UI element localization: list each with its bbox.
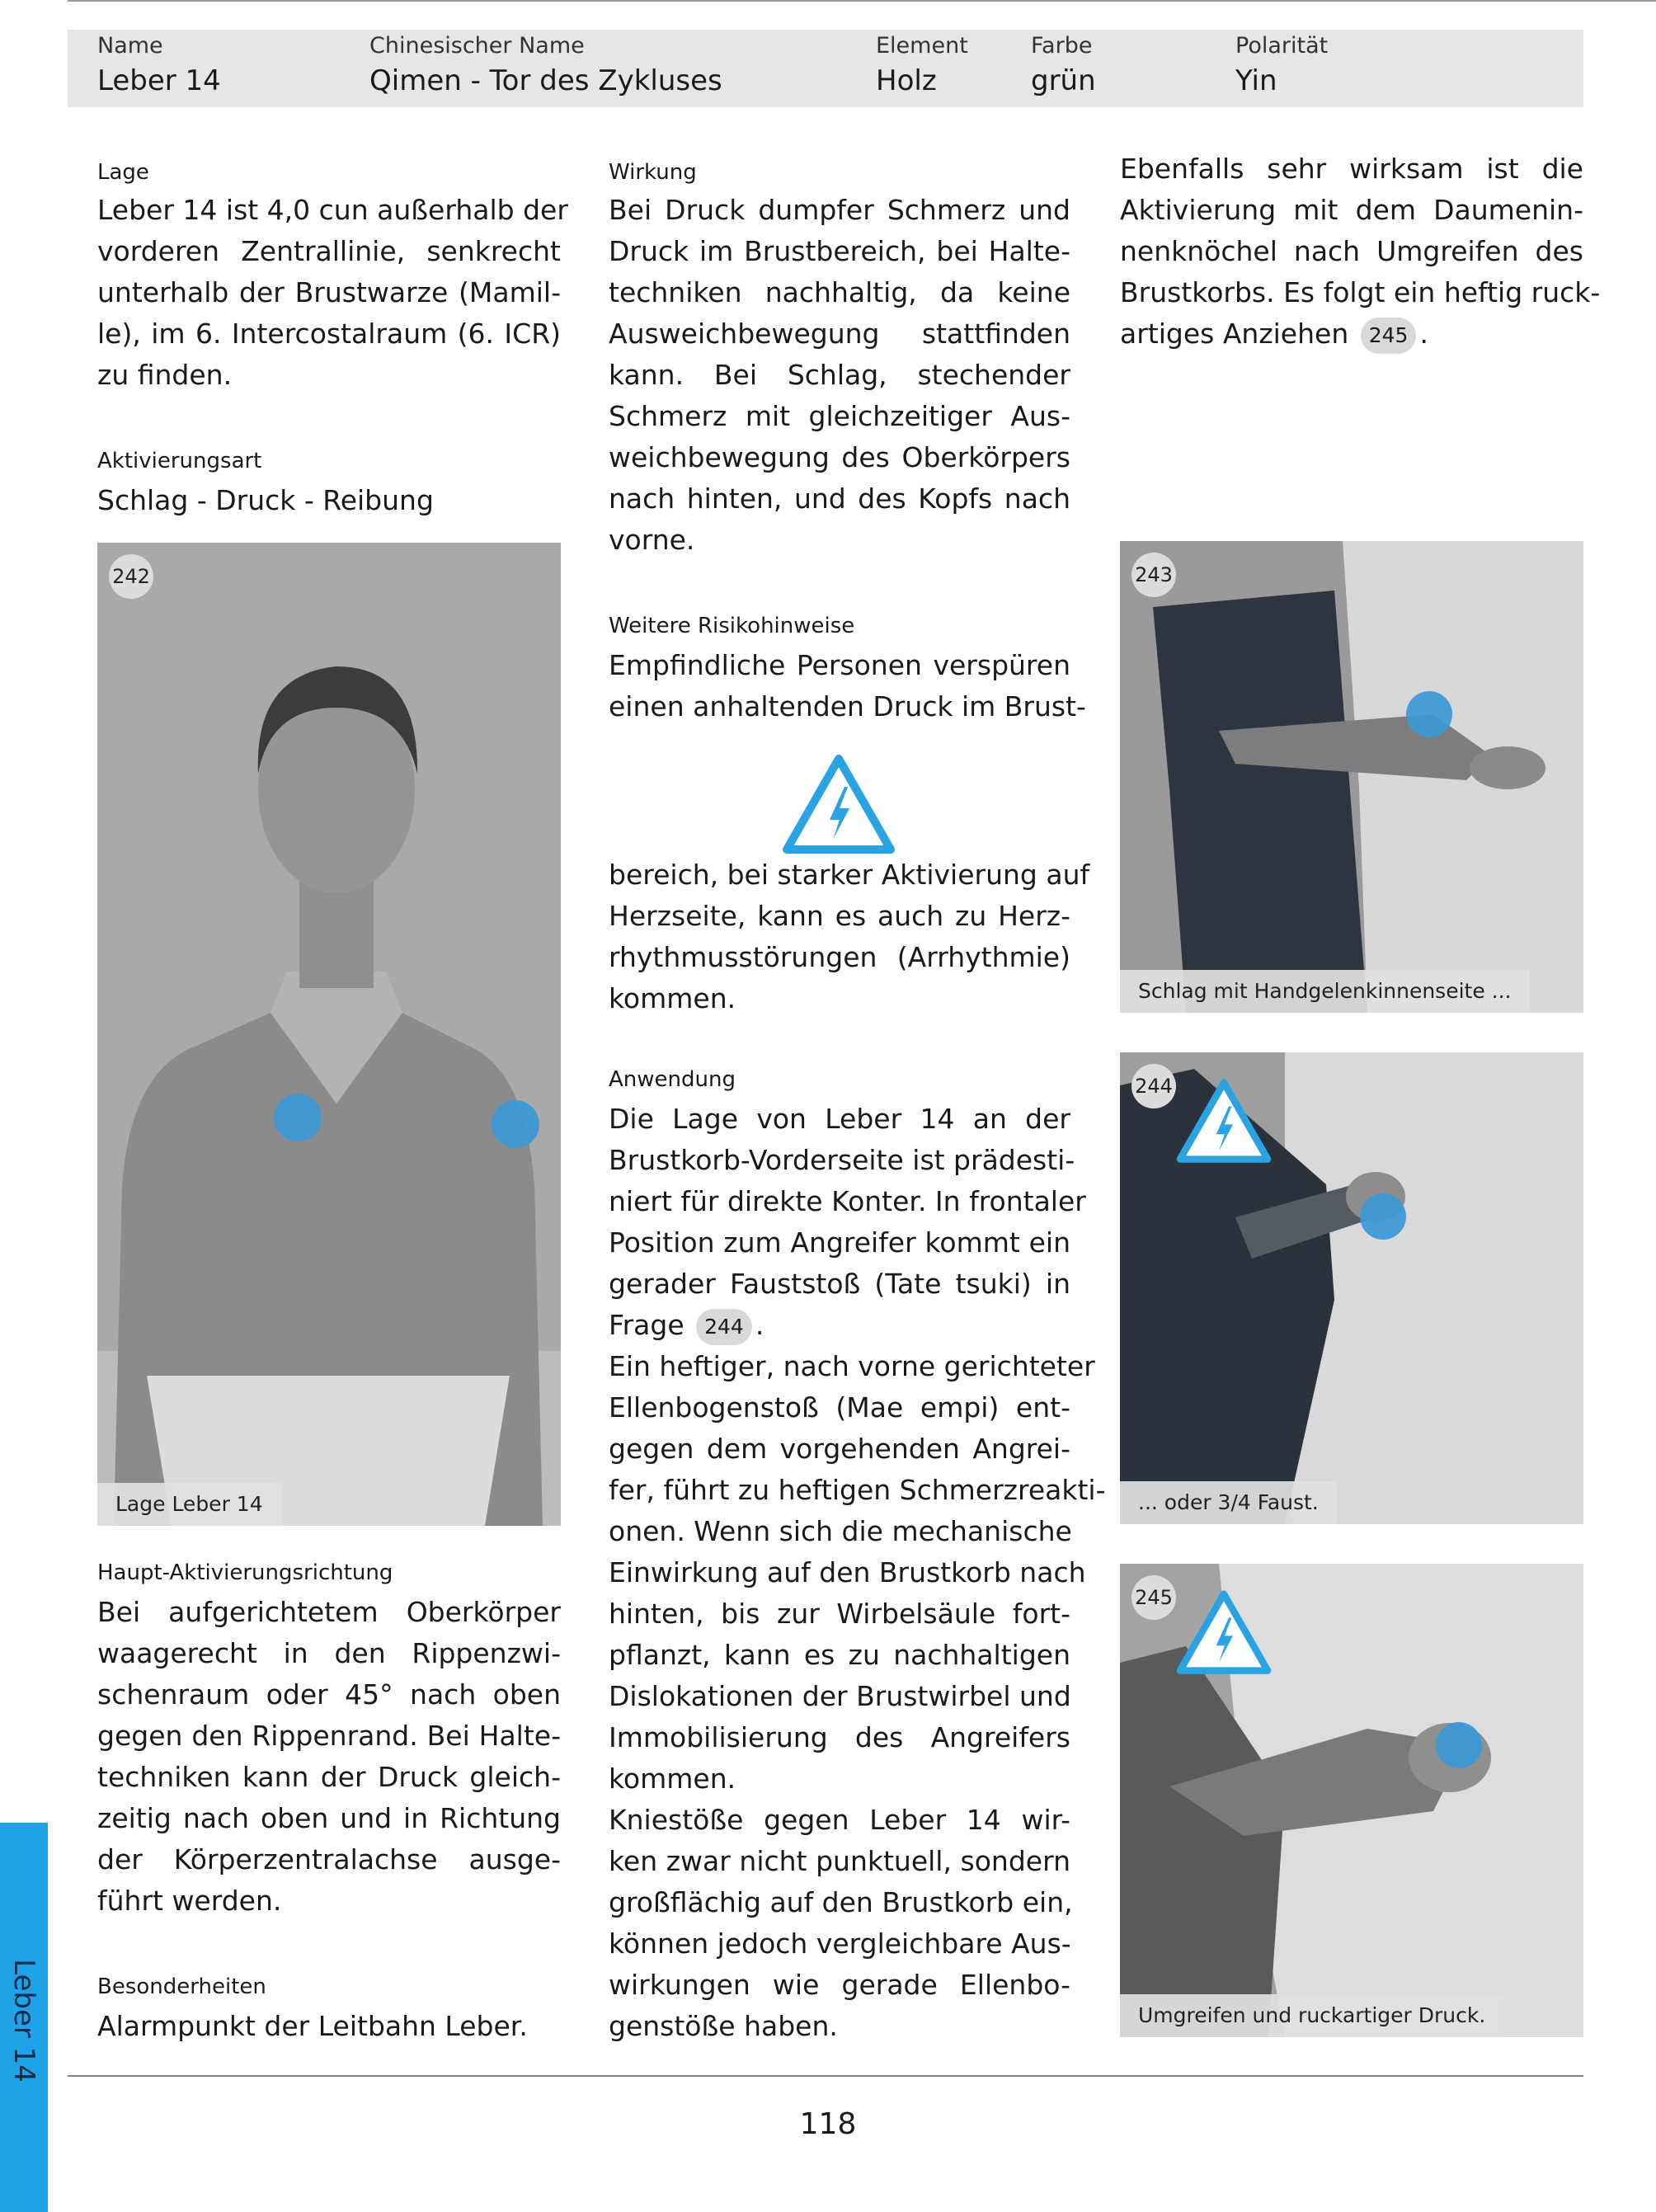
text-line: Einwirkung auf den Brustkorb nach bbox=[609, 1556, 1086, 1588]
text-line: gegen den Rippenrand. Bei Halte- bbox=[97, 1720, 561, 1752]
text-line: weichbewegung des Oberkörpers bbox=[609, 441, 1070, 473]
text-line: vorne. bbox=[609, 524, 695, 556]
text-line: nenknöchel nach Umgreifen des bbox=[1120, 235, 1583, 267]
text-line: nach hinten, und des Kopfs nach bbox=[609, 482, 1070, 515]
text-line: Brustkorbs. Es folgt ein heftig ruck- bbox=[1120, 276, 1601, 308]
risiko-text-top bbox=[609, 645, 1086, 727]
color-value: grün bbox=[1031, 64, 1096, 97]
text-line: vorderen Zentrallinie, senkrecht bbox=[97, 235, 561, 267]
text-line: zu finden. bbox=[97, 359, 233, 391]
text-line: kommen. bbox=[609, 1763, 736, 1795]
person-front-illustration bbox=[97, 543, 561, 1526]
text-line: bereich, bei starker Aktivierung auf bbox=[609, 859, 1090, 891]
text-line: niert für direkte Konter. In frontaler bbox=[609, 1185, 1086, 1217]
aktivierungsart-label: Aktivierungsart bbox=[97, 449, 262, 473]
photo-242-front-view bbox=[97, 543, 561, 1526]
text-line: Immobilisierung des Angreifers bbox=[609, 1721, 1070, 1753]
element-label: Element bbox=[876, 33, 968, 59]
text-line: einen anhaltenden Druck im Brust- bbox=[609, 690, 1086, 722]
wirkung-label: Wirkung bbox=[609, 160, 697, 185]
high-voltage-warning-icon bbox=[1174, 1077, 1273, 1166]
text-line: Herzseite, kann es auch zu Herz- bbox=[609, 900, 1070, 932]
figure-number-badge: 245 bbox=[1131, 1575, 1176, 1620]
text-line: kommen. bbox=[609, 982, 736, 1014]
text-line: le), im 6. Intercostalraum (6. ICR) bbox=[97, 318, 561, 350]
anwendung-label: Anwendung bbox=[609, 1067, 736, 1092]
lage-label: Lage bbox=[97, 160, 149, 185]
acupoint-marker-right bbox=[274, 1094, 322, 1141]
lage-text bbox=[97, 190, 568, 396]
text-line: Aktivierung mit dem Daumenin- bbox=[1120, 194, 1583, 226]
text-line: unterhalb der Brustwarze (Mamil- bbox=[97, 276, 561, 308]
text-line: Empfindliche Personen verspüren bbox=[609, 649, 1070, 681]
text-line: Ebenfalls sehr wirksam ist die bbox=[1120, 153, 1583, 185]
text-line: ken zwar nicht punktuell, sondern bbox=[609, 1845, 1070, 1877]
text-line: wirkungen wie gerade Ellenbo- bbox=[609, 1969, 1070, 2001]
text-line: können jedoch vergleichbare Aus- bbox=[609, 1927, 1071, 1960]
text-line: pflanzt, kann es zu nachhaltigen bbox=[609, 1639, 1070, 1671]
besonderheiten-text bbox=[97, 2006, 561, 2047]
text-line: Brustkorb-Vorderseite ist prädesti- bbox=[609, 1144, 1075, 1176]
text-line: techniken nachhaltig, da keine bbox=[609, 276, 1070, 308]
figure-reference-245[interactable]: 245 bbox=[1361, 318, 1417, 354]
richtung-text bbox=[97, 1592, 561, 1922]
high-voltage-warning-icon bbox=[1174, 1588, 1273, 1678]
text-line: gegen dem vorgehenden Angrei- bbox=[609, 1433, 1070, 1465]
top-rule bbox=[68, 0, 1656, 2]
text-line: hinten, bis zur Wirbelsäule fort- bbox=[609, 1598, 1070, 1630]
anwendung-text bbox=[609, 1099, 1106, 2047]
text-line: zeitig nach oben und in Richtung bbox=[97, 1802, 561, 1834]
text-line: fer, führt zu heftigen Schmerzreakti- bbox=[609, 1474, 1106, 1506]
text-line: Bei aufgerichtetem Oberkörper bbox=[97, 1596, 561, 1628]
text-line: gerader Fauststoß (Tate tsuki) in bbox=[609, 1268, 1070, 1300]
text-line: Leber 14 ist 4,0 cun außerhalb der bbox=[97, 194, 568, 226]
name-value: Leber 14 bbox=[97, 64, 221, 97]
polarity-value: Yin bbox=[1235, 64, 1277, 97]
point-info-header bbox=[68, 30, 1583, 107]
figure-caption: Lage Leber 14 bbox=[97, 1483, 281, 1526]
photo-243-wrist-strike bbox=[1120, 541, 1583, 1013]
text-line-with-reference bbox=[609, 1305, 1070, 1346]
polarity-label: Polarität bbox=[1235, 33, 1329, 59]
element-value: Holz bbox=[876, 64, 937, 97]
text-line: Ellenbogenstoß (Mae empi) ent- bbox=[609, 1391, 1070, 1424]
text-line: großflächig auf den Brustkorb ein, bbox=[609, 1886, 1073, 1918]
text-line: schenraum oder 45° nach oben bbox=[97, 1678, 561, 1711]
acupoint-marker bbox=[1406, 691, 1452, 737]
period: . bbox=[755, 1309, 764, 1341]
text-fragment: artiges Anziehen bbox=[1120, 318, 1349, 350]
acupoint-marker bbox=[1436, 1722, 1482, 1768]
photo-245-grab-pull bbox=[1120, 1564, 1583, 2037]
figure-caption: ... oder 3/4 Faust. bbox=[1120, 1481, 1337, 1524]
text-line: Schlag - Druck - Reibung bbox=[97, 484, 434, 516]
text-line: Position zum Angreifer kommt ein bbox=[609, 1226, 1070, 1259]
text-line: der Körperzentralachse ausge- bbox=[97, 1843, 561, 1875]
text-line: Bei Druck dumpfer Schmerz und bbox=[609, 194, 1070, 226]
wrist-strike-illustration bbox=[1120, 541, 1583, 1013]
text-line: Alarmpunkt der Leitbahn Leber. bbox=[97, 2010, 528, 2042]
text-line: Kniestöße gegen Leber 14 wir- bbox=[609, 1804, 1070, 1836]
risiko-text-bottom bbox=[609, 854, 1090, 1019]
bottom-rule bbox=[68, 2075, 1583, 2077]
text-line: Dislokationen der Brustwirbel und bbox=[609, 1680, 1071, 1712]
col3-text bbox=[1120, 148, 1601, 355]
text-line-with-reference bbox=[1120, 313, 1583, 355]
acupoint-marker bbox=[1360, 1193, 1406, 1240]
figure-number-badge: 244 bbox=[1131, 1064, 1176, 1108]
text-line: waagerecht in den Rippenzwi- bbox=[97, 1637, 561, 1669]
text-line: Ausweichbewegung stattfinden bbox=[609, 318, 1070, 350]
chinese-name-label: Chinesischer Name bbox=[369, 33, 585, 59]
figure-caption: Schlag mit Handgelenkinnenseite ... bbox=[1120, 970, 1530, 1013]
chinese-name-value: Qimen - Tor des Zykluses bbox=[369, 64, 722, 97]
text-line: Ein heftiger, nach vorne gerichteter bbox=[609, 1350, 1095, 1382]
figure-reference-244[interactable]: 244 bbox=[696, 1309, 752, 1345]
figure-caption: Umgreifen und ruckartiger Druck. bbox=[1120, 1994, 1503, 2037]
text-line: genstöße haben. bbox=[609, 2010, 838, 2042]
color-label: Farbe bbox=[1031, 33, 1093, 59]
frage-word: Frage bbox=[609, 1309, 685, 1341]
text-line: rhythmusstörungen (Arrhythmie) bbox=[609, 941, 1070, 973]
wirkung-text bbox=[609, 190, 1070, 561]
high-voltage-warning-icon bbox=[780, 752, 897, 858]
text-line: kann. Bei Schlag, stechender bbox=[609, 359, 1070, 391]
side-tab-label: Leber 14 bbox=[7, 1959, 40, 2083]
text-line: führt werden. bbox=[97, 1885, 282, 1917]
page-number: 118 bbox=[799, 2107, 857, 2141]
risiko-label: Weitere Risikohinweise bbox=[609, 614, 855, 638]
text-line: Schmerz mit gleichzeitiger Aus- bbox=[609, 400, 1070, 432]
text-line: onen. Wenn sich die mechanische bbox=[609, 1515, 1072, 1547]
side-chapter-tab[interactable] bbox=[0, 1823, 48, 2212]
figure-number-badge: 243 bbox=[1131, 553, 1176, 597]
aktivierungsart-text bbox=[97, 480, 561, 521]
richtung-label: Haupt-Aktivierungsrichtung bbox=[97, 1560, 393, 1585]
name-label: Name bbox=[97, 33, 163, 59]
figure-number-badge: 242 bbox=[109, 554, 153, 599]
period: . bbox=[1419, 318, 1428, 350]
besonderheiten-label: Besonderheiten bbox=[97, 1974, 266, 1999]
acupoint-marker-left bbox=[492, 1100, 539, 1148]
text-line: Die Lage von Leber 14 an der bbox=[609, 1103, 1070, 1135]
text-line: Druck im Brustbereich, bei Halte- bbox=[609, 235, 1070, 267]
photo-244-fist-strike bbox=[1120, 1052, 1583, 1524]
text-line: techniken kann der Druck gleich- bbox=[97, 1761, 561, 1793]
